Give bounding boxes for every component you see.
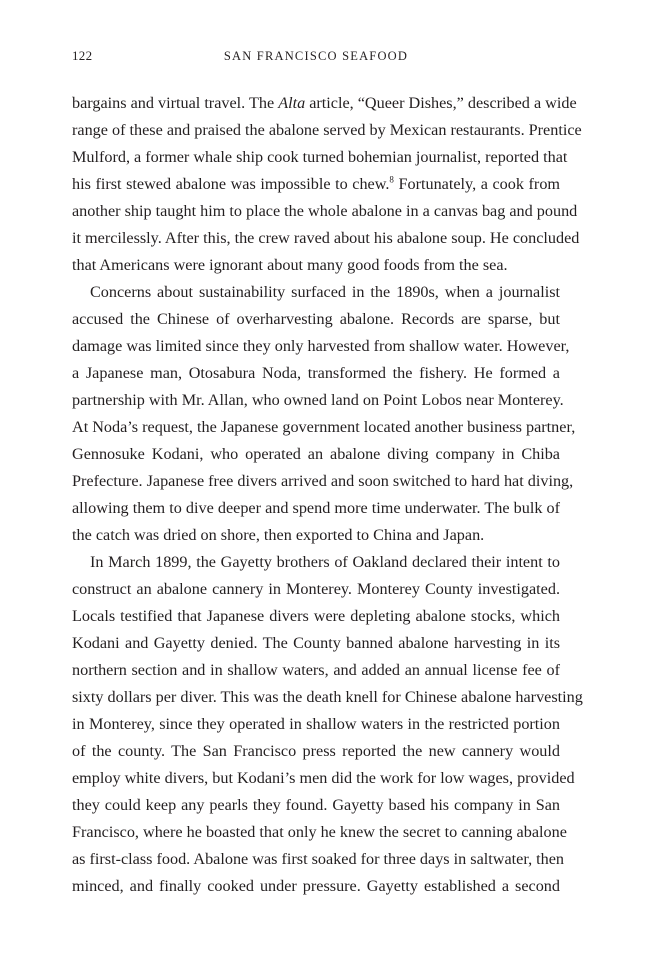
text-line: that Americans were ignorant about many good foods from the sea. (72, 256, 508, 274)
text-line: Mulford, a former whale ship cook turned bohemian journalist, reported that (72, 148, 568, 166)
paragraph-3 (72, 549, 583, 900)
text-line: partnership with Mr. Allan, who owned land on Point Lobos near Monterey. (72, 391, 564, 409)
text-line: Prefecture. Japanese free divers arrived and soon switched to hard hat diving, (72, 472, 574, 490)
text-line: accused the Chinese of overharvesting abalone. Records are sparse, but (72, 310, 560, 328)
text-line: range of these and praised the abalone served by Mexican restaurants. Prentice (72, 121, 582, 139)
text-line: Kodani and Gayetty denied. The County banned abalone harvesting in its (72, 634, 560, 652)
text-line: as first-class food. Abalone was first soaked for three days in saltwater, then (72, 850, 565, 868)
text-line: In March 1899, the Gayetty brothers of Oakland declared their intent to (90, 553, 560, 571)
text-line: Concerns about sustainability surfaced in the 1890s, when a journalist (90, 283, 560, 301)
page-header (72, 46, 560, 66)
text-line: employ white divers, but Kodani’s men did the work for low wages, provided (72, 769, 575, 787)
alta-title: Alta (278, 94, 306, 112)
text-line: it mercilessly. After this, the crew raved about his abalone soup. He concluded (72, 229, 580, 247)
text-line: northern section and in shallow waters, and added an annual license fee of (72, 661, 560, 679)
text-line: bargains and virtual travel. The Alta article, “Queer Dishes,” described a wide (72, 94, 577, 112)
paragraph-2 (72, 279, 576, 549)
text-line: another ship taught him to place the whole abalone in a canvas bag and pound (72, 202, 578, 220)
text-line: they could keep any pearls they found. Gayetty based his company in San (72, 796, 560, 814)
text-line: At Noda’s request, the Japanese government located another business partner, (72, 418, 576, 436)
text-line: of the county. The San Francisco press reported the new cannery would (72, 742, 560, 760)
running-title: SAN FRANCISCO SEAFOOD (223, 49, 409, 63)
text-line: Gennosuke Kodani, who operated an abalone diving company in Chiba (72, 445, 560, 463)
text-line: Locals testified that Japanese divers were depleting abalone stocks, which (72, 607, 560, 625)
footnote-marker[interactable]: 8 (389, 174, 394, 185)
text-line: a Japanese man, Otosabura Noda, transformed the fishery. He formed a (72, 364, 560, 382)
body-text (72, 90, 583, 900)
text-line: sixty dollars per diver. This was the death knell for Chinese abalone harvesting (72, 688, 583, 706)
text-line: construct an abalone cannery in Monterey. Monterey County investigated. (72, 580, 560, 598)
text-line: in Monterey, since they operated in shallow waters in the restricted portion (72, 715, 560, 733)
paragraph-1 (72, 90, 582, 279)
text-line: his first stewed abalone was impossible to chew.$^8$ Fortunately, a cook from (72, 174, 561, 193)
text-line: Francisco, where he boasted that only he knew the secret to canning abalone (72, 823, 567, 841)
text-line: the catch was dried on shore, then exported to China and Japan. (72, 526, 485, 544)
text-line: damage was limited since they only harvested from shallow water. However, (72, 337, 570, 355)
text-line: allowing them to dive deeper and spend more time underwater. The bulk of (72, 499, 560, 517)
text-line: minced, and finally cooked under pressure. Gayetty established a second (72, 877, 560, 895)
page-number: 122 (72, 48, 93, 63)
